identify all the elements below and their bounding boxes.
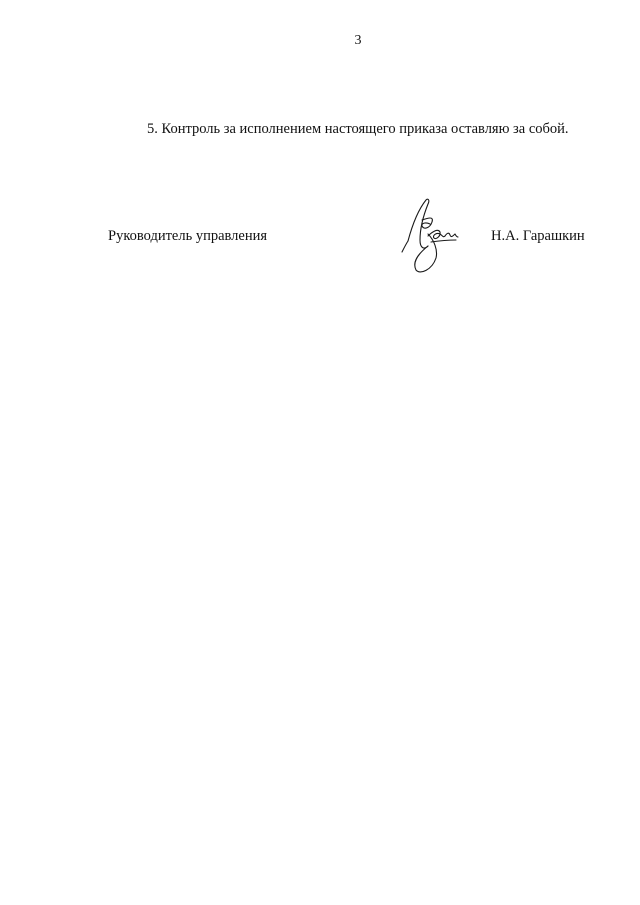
- signer-name: Н.А. Гарашкин: [491, 228, 585, 244]
- handwritten-signature: [398, 196, 460, 274]
- clause-5-text: 5. Контроль за исполнением настоящего приказа оставляю за собой.: [147, 121, 569, 137]
- page-number: 3: [354, 33, 362, 48]
- signer-position: Руководитель управления: [108, 228, 268, 244]
